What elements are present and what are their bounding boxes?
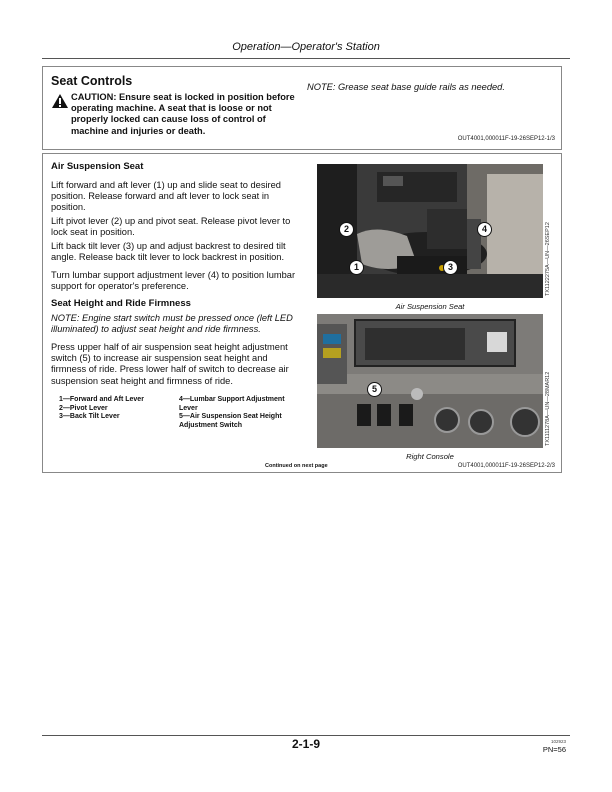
reference-code: OUT4001,000011F-19-26SEP12-1/3 bbox=[457, 136, 555, 142]
subsection-title: Seat Height and Ride Firmness bbox=[51, 298, 191, 309]
legend-left bbox=[59, 396, 179, 422]
image-id: TX1111278A—UN—28MAR12 bbox=[545, 371, 551, 446]
warning-icon bbox=[51, 93, 69, 109]
callout-5: 5 bbox=[367, 382, 382, 397]
console-photo bbox=[317, 314, 543, 448]
paragraph: Lift forward and aft lever (1) up and slide seat to desired position. Release forward and aft lever to lock seat in position. bbox=[51, 180, 281, 213]
callout-4: 4 bbox=[477, 222, 492, 237]
legend-item: 3—Back Tilt Lever bbox=[59, 413, 120, 420]
paragraph: Lift pivot lever (2) up and pivot seat. Release pivot lever to lock seat in position. bbox=[51, 216, 291, 238]
caution-text: CAUTION: Ensure seat is locked in position before operating machine. A seat that is loose or not properly locked can cause loss of control of machine and injuries or death. bbox=[71, 92, 295, 136]
engine-note: NOTE: Engine start switch must be pressed once (left LED illuminated) to adjust seat height and ride firmness. bbox=[51, 313, 293, 335]
seat-photo bbox=[317, 164, 543, 298]
callout-2: 2 bbox=[339, 222, 354, 237]
console-illustration bbox=[317, 314, 543, 448]
paragraph: Press upper half of air suspension seat height adjustment switch (5) to increase air suspension seat height and firmness of ride. Press lower half of switch to decrease air suspension seat height and firmness of ride. bbox=[51, 342, 289, 386]
air-suspension-section bbox=[42, 153, 562, 473]
legend-item: 2—Pivot Lever bbox=[59, 404, 108, 412]
section-title: Seat Controls bbox=[51, 74, 133, 88]
legend-right bbox=[179, 396, 299, 430]
page-number: 2-1-9 bbox=[291, 737, 320, 751]
callout-1: 1 bbox=[349, 260, 364, 275]
reference-code: OUT4001,000011F-19-26SEP12-2/3 bbox=[457, 463, 555, 469]
footer-divider bbox=[42, 735, 570, 736]
figure-caption: Air Suspension Seat bbox=[395, 302, 465, 311]
figure-caption: Right Console bbox=[406, 452, 454, 461]
seat-controls-section bbox=[42, 66, 562, 150]
running-header: Operation—Operator's Station bbox=[232, 41, 380, 53]
section-title: Air Suspension Seat bbox=[51, 161, 144, 172]
footer-code: 102923 bbox=[550, 739, 566, 744]
legend-item: 5—Air Suspension Seat Height Adjustment Switch bbox=[179, 413, 282, 429]
grease-note: NOTE: Grease seat base guide rails as needed. bbox=[307, 82, 505, 92]
pn-number: PN=56 bbox=[542, 745, 566, 754]
header-divider bbox=[42, 58, 570, 59]
paragraph: Turn lumbar support adjustment lever (4) to position lumbar support for operator's preference. bbox=[51, 270, 296, 292]
callout-3: 3 bbox=[443, 260, 458, 275]
continued-note: Continued on next page bbox=[265, 463, 328, 469]
legend-item: 1—Forward and Aft Lever bbox=[59, 396, 144, 403]
legend-item: 4—Lumbar Support Adjustment Lever bbox=[179, 396, 285, 412]
paragraph: Lift back tilt lever (3) up and adjust backrest to desired tilt angle. Release back tilt lever to lock backrest in position. bbox=[51, 241, 286, 263]
image-id: TX1122275A—UN—26SEP12 bbox=[545, 222, 551, 296]
